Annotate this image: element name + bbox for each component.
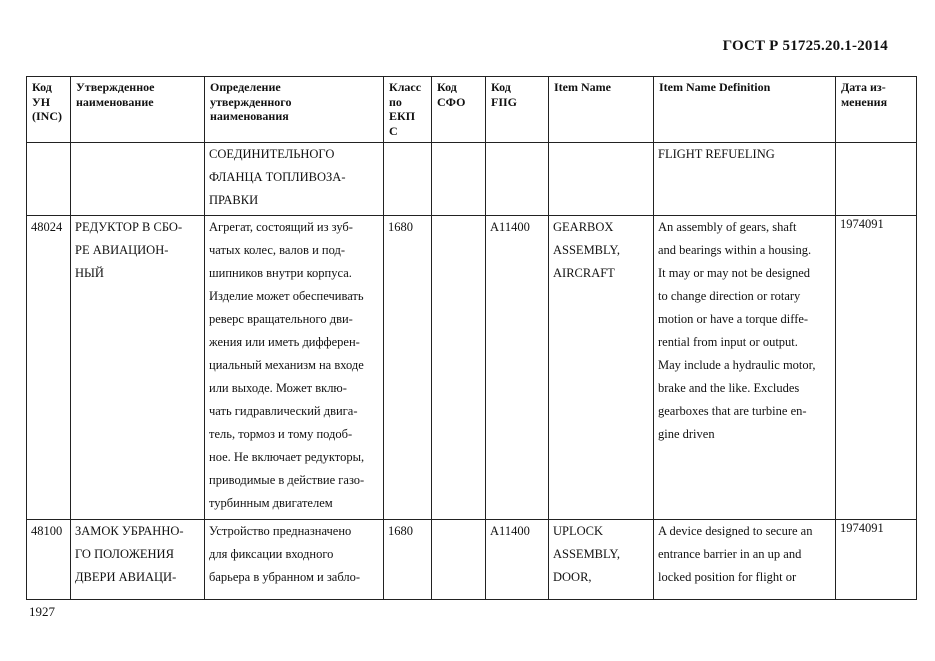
header-item-definition: Item Name Definition (654, 77, 836, 143)
cell-class (384, 143, 432, 216)
cell-name (71, 143, 205, 216)
cell-fiig: A11400 (486, 216, 549, 520)
cell-definition: Агрегат, состоящий из зуб- чатых колес, валов и под- шипников внутри корпуса. Изделие может обеспечивать реверс вращательного дви- жения или иметь дифферен- циальный механизм на входе или выходе. Может вклю- чать гидравлический двига- тель, тормоз и тому подоб- ное. Не включает редукторы, приводимые в действие газо- турбинным двигателем (205, 216, 384, 520)
cell-inc: 48024 (27, 216, 71, 520)
header-sfo: Код СФО (432, 77, 486, 143)
table-row (27, 143, 917, 216)
header-date: Дата из- менения (836, 77, 917, 143)
header-fiig: Код FIIG (486, 77, 549, 143)
cell-item-name: UPLOCK ASSEMBLY, DOOR, (549, 520, 654, 600)
cell-item-definition: An assembly of gears, shaft and bearings within a housing. It may or may not be designed to change direction or rotary motion or have a torque diffe- rential from input or output. May include a hydraulic motor, brake and the like. Excludes gearboxes that are turbine en- gine driven (654, 216, 836, 520)
page-number: 1927 (29, 604, 55, 619)
cell-item-definition: A device designed to secure an entrance barrier in an up and locked position for flight or (654, 520, 836, 600)
cell-fiig: A11400 (486, 520, 549, 600)
cell-item-definition: FLIGHT REFUELING (654, 143, 836, 216)
cell-sfo (432, 520, 486, 600)
cell-class: 1680 (384, 520, 432, 600)
header-inc: Код УН (INC) (27, 77, 71, 143)
header-approved-name: Утвержденное наименование (71, 77, 205, 143)
cell-name: ЗАМОК УБРАННО- ГО ПОЛОЖЕНИЯ ДВЕРИ АВИАЦИ- (71, 520, 205, 600)
table-row (27, 216, 917, 520)
cell-inc (27, 143, 71, 216)
cell-item-name: GEARBOX ASSEMBLY, AIRCRAFT (549, 216, 654, 520)
table-header-row (27, 77, 917, 143)
table-row (27, 520, 917, 600)
cell-fiig (486, 143, 549, 216)
cell-definition: Устройство предназначено для фиксации входного барьера в убранном и забло- (205, 520, 384, 600)
cell-sfo (432, 216, 486, 520)
cell-date: 1974091 (836, 216, 917, 520)
cell-date: 1974091 (836, 520, 917, 600)
cell-inc: 48100 (27, 520, 71, 600)
header-definition: Определение утвержденного наименования (205, 77, 384, 143)
cell-definition: СОЕДИНИТЕЛЬНОГО ФЛАНЦА ТОПЛИВОЗА- ПРАВКИ (205, 143, 384, 216)
cell-sfo (432, 143, 486, 216)
nomenclature-table (26, 76, 917, 600)
cell-class: 1680 (384, 216, 432, 520)
document-code: ГОСТ Р 51725.20.1-2014 (722, 38, 888, 54)
header-class: Класс по ЕКП С (384, 77, 432, 143)
cell-name: РЕДУКТОР В СБО- РЕ АВИАЦИОН- НЫЙ (71, 216, 205, 520)
cell-date (836, 143, 917, 216)
cell-item-name (549, 143, 654, 216)
header-item-name: Item Name (549, 77, 654, 143)
